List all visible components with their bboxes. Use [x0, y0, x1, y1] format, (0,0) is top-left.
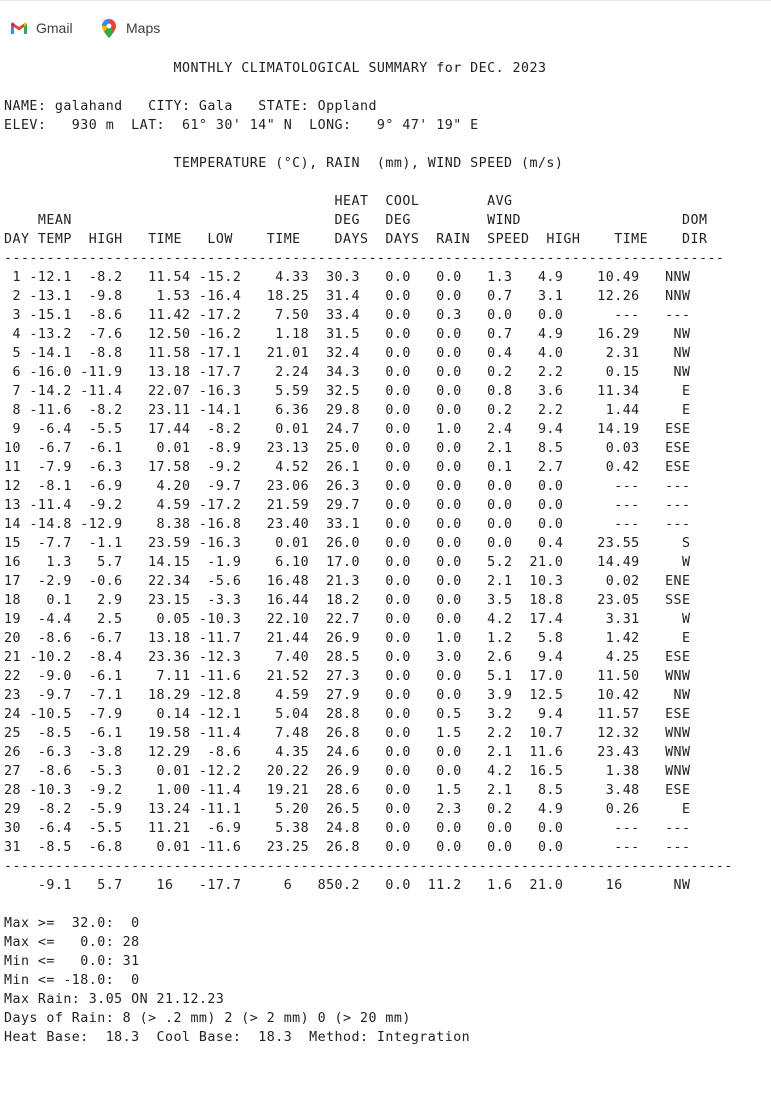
table-row: 1 -12.1 -8.2 11.54 -15.2 4.33 30.3 0.0 0.0 1.3 4.9 10.49 NNW	[4, 270, 691, 285]
stat-line: Max >= 32.0: 0	[4, 916, 140, 931]
table-header-line: DAY TEMP HIGH TIME LOW TIME DAYS DAYS RAIN SPEED HIGH TIME DIR	[4, 232, 708, 247]
table-row: 30 -6.4 -5.5 11.21 -6.9 5.38 24.8 0.0 0.0 0.0 0.0 --- ---	[4, 821, 691, 836]
report-title: MONTHLY CLIMATOLOGICAL SUMMARY for DEC. 2023	[4, 61, 547, 76]
table-row: 19 -4.4 2.5 0.05 -10.3 22.10 22.7 0.0 0.0 4.2 17.4 3.31 W	[4, 612, 691, 627]
table-header-line: HEAT COOL AVG	[4, 194, 513, 209]
table-row: 24 -10.5 -7.9 0.14 -12.1 5.04 28.8 0.0 0.5 3.2 9.4 11.57 ESE	[4, 707, 691, 722]
table-row: 25 -8.5 -6.1 19.58 -11.4 7.48 26.8 0.0 1.5 2.2 10.7 12.32 WNW	[4, 726, 691, 741]
table-row: 16 1.3 5.7 14.15 -1.9 6.10 17.0 0.0 0.0 5.2 21.0 14.49 W	[4, 555, 691, 570]
totals-row: -9.1 5.7 16 -17.7 6 850.2 0.0 11.2 1.6 21.0 16 NW	[4, 878, 691, 893]
bookmark-maps-label: Maps	[126, 20, 161, 36]
climatological-report	[4, 59, 733, 1047]
separator-bottom: --------------------------------------------------------------------------------------	[4, 859, 733, 874]
table-row: 17 -2.9 -0.6 22.34 -5.6 16.48 21.3 0.0 0.0 2.1 10.3 0.02 ENE	[4, 574, 691, 589]
separator-top: -------------------------------------------------------------------------------------	[4, 251, 725, 266]
table-row: 9 -6.4 -5.5 17.44 -8.2 0.01 24.7 0.0 1.0 2.4 9.4 14.19 ESE	[4, 422, 691, 437]
bookmarks-bar	[0, 0, 771, 53]
table-row: 20 -8.6 -6.7 13.18 -11.7 21.44 26.9 0.0 1.0 1.2 5.8 1.42 E	[4, 631, 691, 646]
table-row: 22 -9.0 -6.1 7.11 -11.6 21.52 27.3 0.0 0.0 5.1 17.0 11.50 WNW	[4, 669, 691, 684]
maps-pin-icon	[102, 19, 126, 38]
table-row: 8 -11.6 -8.2 23.11 -14.1 6.36 29.8 0.0 0.0 0.2 2.2 1.44 E	[4, 403, 691, 418]
table-header-line: MEAN DEG DEG WIND DOM	[4, 213, 708, 228]
table-row: 4 -13.2 -7.6 12.50 -16.2 1.18 31.5 0.0 0.0 0.7 4.9 16.29 NW	[4, 327, 691, 342]
table-row: 7 -14.2 -11.4 22.07 -16.3 5.59 32.5 0.0 0.0 0.8 3.6 11.34 E	[4, 384, 691, 399]
table-row: 26 -6.3 -3.8 12.29 -8.6 4.35 24.6 0.0 0.0 2.1 11.6 23.43 WNW	[4, 745, 691, 760]
table-row: 15 -7.7 -1.1 23.59 -16.3 0.01 26.0 0.0 0.0 0.0 0.4 23.55 S	[4, 536, 691, 551]
bookmark-maps[interactable]	[102, 18, 160, 38]
table-row: 21 -10.2 -8.4 23.36 -12.3 7.40 28.5 0.0 3.0 2.6 9.4 4.25 ESE	[4, 650, 691, 665]
station-name-line: NAME: galahand CITY: Gala STATE: Oppland	[4, 99, 377, 114]
base-method-line: Heat Base: 18.3 Cool Base: 18.3 Method: Integration	[4, 1030, 471, 1045]
table-row: 27 -8.6 -5.3 0.01 -12.2 20.22 26.9 0.0 0.0 4.2 16.5 1.38 WNW	[4, 764, 691, 779]
bookmark-gmail[interactable]	[10, 18, 73, 38]
stat-line: Min <= -18.0: 0	[4, 973, 140, 988]
table-row: 2 -13.1 -9.8 1.53 -16.4 18.25 31.4 0.0 0.0 0.7 3.1 12.26 NNW	[4, 289, 691, 304]
table-row: 12 -8.1 -6.9 4.20 -9.7 23.06 26.3 0.0 0.0 0.0 0.0 --- ---	[4, 479, 691, 494]
table-row: 13 -11.4 -9.2 4.59 -17.2 21.59 29.7 0.0 0.0 0.0 0.0 --- ---	[4, 498, 691, 513]
table-row: 5 -14.1 -8.8 11.58 -17.1 21.01 32.4 0.0 0.0 0.4 4.0 2.31 NW	[4, 346, 691, 361]
table-row: 18 0.1 2.9 23.15 -3.3 16.44 18.2 0.0 0.0 3.5 18.8 23.05 SSE	[4, 593, 691, 608]
table-row: 31 -8.5 -6.8 0.01 -11.6 23.25 26.8 0.0 0.0 0.0 0.0 --- ---	[4, 840, 691, 855]
days-of-rain-line: Days of Rain: 8 (> .2 mm) 2 (> 2 mm) 0 (> 20 mm)	[4, 1011, 411, 1026]
table-row: 14 -14.8 -12.9 8.38 -16.8 23.40 33.1 0.0 0.0 0.0 0.0 --- ---	[4, 517, 691, 532]
max-rain-line: Max Rain: 3.05 ON 21.12.23	[4, 992, 225, 1007]
table-row: 10 -6.7 -6.1 0.01 -8.9 23.13 25.0 0.0 0.0 2.1 8.5 0.03 ESE	[4, 441, 691, 456]
stat-line: Max <= 0.0: 28	[4, 935, 140, 950]
table-row: 29 -8.2 -5.9 13.24 -11.1 5.20 26.5 0.0 2.3 0.2 4.9 0.26 E	[4, 802, 691, 817]
bookmark-gmail-label: Gmail	[36, 20, 73, 36]
units-line: TEMPERATURE (°C), RAIN (mm), WIND SPEED (m/s)	[4, 156, 564, 171]
stat-line: Min <= 0.0: 31	[4, 954, 140, 969]
table-row: 23 -9.7 -7.1 18.29 -12.8 4.59 27.9 0.0 0.0 3.9 12.5 10.42 NW	[4, 688, 691, 703]
table-row: 11 -7.9 -6.3 17.58 -9.2 4.52 26.1 0.0 0.0 0.1 2.7 0.42 ESE	[4, 460, 691, 475]
table-row: 3 -15.1 -8.6 11.42 -17.2 7.50 33.4 0.0 0.3 0.0 0.0 --- ---	[4, 308, 691, 323]
table-row: 28 -10.3 -9.2 1.00 -11.4 19.21 28.6 0.0 1.5 2.1 8.5 3.48 ESE	[4, 783, 691, 798]
station-location-line: ELEV: 930 m LAT: 61° 30' 14" N LONG: 9° 47' 19" E	[4, 118, 479, 133]
gmail-icon	[10, 21, 36, 35]
table-row: 6 -16.0 -11.9 13.18 -17.7 2.24 34.3 0.0 0.0 0.2 2.2 0.15 NW	[4, 365, 691, 380]
